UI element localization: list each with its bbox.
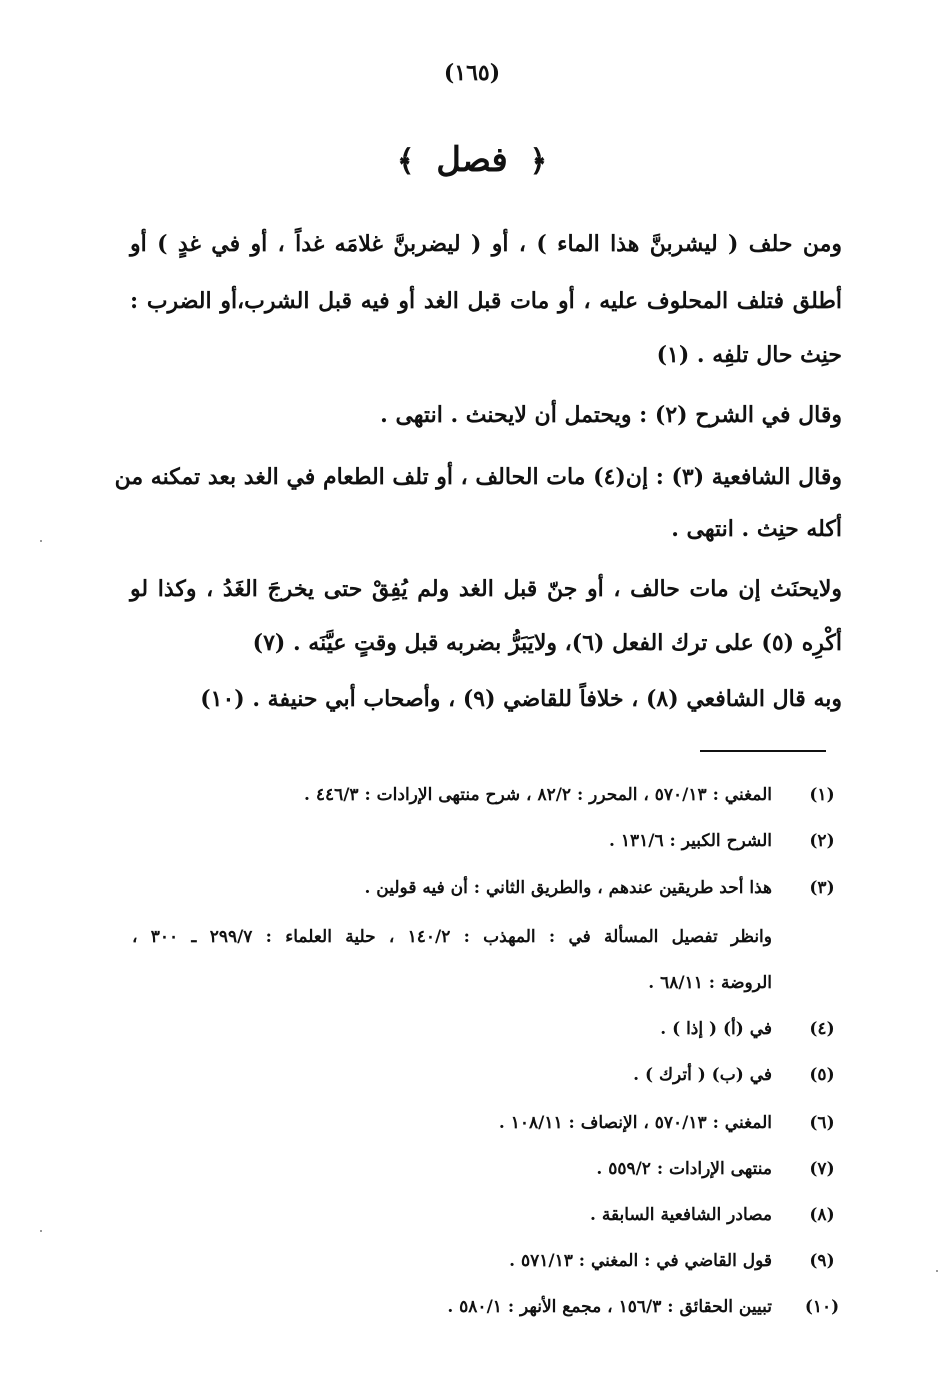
section-title-text: فصل	[436, 140, 508, 180]
footnote-number: (٨)	[809, 1205, 835, 1225]
footnote-text: المغني : ٥٧٠/١٣ ، المحرر : ٨٢/٢ ، شرح منتهى الإرادات : ٤٤٦/٣ .	[303, 785, 772, 805]
body-line: ومن حلف ( ليشربنَّ هذا الماء ) ، أو ( ليضربنَّ غلامَه غداً ، أو في غدٍ ) أو	[130, 231, 842, 257]
body-line: وقال في الشرح (٢) : ويحتمل أن لايحنث . انتهى .	[380, 402, 842, 428]
footnote-number: (٢)	[809, 831, 835, 851]
page-number: (١٦٥)	[443, 60, 501, 86]
footnote	[130, 1108, 842, 1138]
footnote	[130, 1060, 842, 1090]
footnote-text: قول القاضي في : المغني : ٥٧١/١٣ .	[509, 1251, 772, 1271]
scan-speck	[936, 1270, 938, 1272]
footnote	[130, 1154, 842, 1184]
footnote	[130, 1246, 842, 1276]
footnote-text: مصادر الشافعية السابقة .	[590, 1205, 772, 1225]
scan-speck	[40, 1230, 42, 1232]
body-line: أكله حنِث . انتهى .	[671, 516, 842, 542]
body-line: أطلق فتلف المحلوف عليه ، أو مات قبل الغد أو فيه قبل الشرب،أو الضرب :	[130, 288, 842, 314]
footnote-text: منتهى الإرادات : ٥٥٩/٢ .	[596, 1159, 772, 1179]
footnote-text: الشرح الكبير : ١٣١/٦ .	[609, 831, 772, 851]
footnote-number: (٧)	[809, 1159, 835, 1179]
footnote-continuation: الروضة : ٦٨/١١ .	[648, 973, 772, 993]
footnote-continuation: وانظر تفصيل المسألة في : المهذب : ١٤٠/٢ ، حلية العلماء : ٢٩٩/٧ ـ ٣٠٠ ،	[132, 927, 772, 947]
footnote	[130, 826, 842, 856]
footnote-divider	[700, 750, 826, 752]
body-line: ولايحنَث إن مات حالف ، أو جنّ قبل الغد ولم يُفِقْ حتى يخرجَ الغَدُ ، وكذا لو	[130, 576, 842, 602]
section-title	[0, 140, 944, 180]
footnote-number: (٩)	[809, 1251, 835, 1271]
footnote	[130, 1292, 842, 1322]
footnote-text: تبيين الحقائق : ١٥٦/٣ ، مجمع الأنهر : ٥٨٠/١ .	[447, 1297, 772, 1317]
footnote-number: (١٠)	[804, 1297, 840, 1317]
footnote-number: (٥)	[809, 1065, 835, 1085]
footnote-text: هذا أحد طريقين عندهم ، والطريق الثاني : أن فيه قولين .	[364, 878, 772, 898]
scan-speck	[40, 540, 42, 542]
footnote-number: (٤)	[809, 1019, 835, 1039]
body-line: وقال الشافعية (٣) : إن(٤) مات الحالف ، أو تلف الطعام في الغد بعد تمكنه من	[114, 464, 842, 490]
footnote-number: (٦)	[809, 1113, 835, 1133]
body-line: حنِث حال تلفِه . (١)	[656, 342, 842, 368]
ornate-bracket-close: ﴾	[396, 144, 415, 179]
body-line: أكْرِه (٥) على ترك الفعل (٦)، ولايَبَرُّ بضربه قبل وقتٍ عيَّنَه . (٧)	[252, 630, 842, 656]
footnote-text: المغني : ٥٧٠/١٣ ، الإنصاف : ١٠٨/١١ .	[498, 1113, 772, 1133]
footnote-text: في (ب) ( أترك ) .	[633, 1065, 772, 1085]
footnote-number: (٣)	[809, 878, 835, 898]
body-line: وبه قال الشافعي (٨) ، خلافاً للقاضي (٩) ، وأصحاب أبي حنيفة . (١٠)	[200, 686, 842, 712]
footnote	[130, 780, 842, 810]
footnote	[130, 873, 842, 903]
footnote-number: (١)	[809, 785, 835, 805]
footnote	[130, 1200, 842, 1230]
footnote-text: في (أ) ( إذا ) .	[660, 1019, 772, 1039]
footnote	[130, 1014, 842, 1044]
ornate-bracket-open: ﴿	[529, 144, 548, 179]
